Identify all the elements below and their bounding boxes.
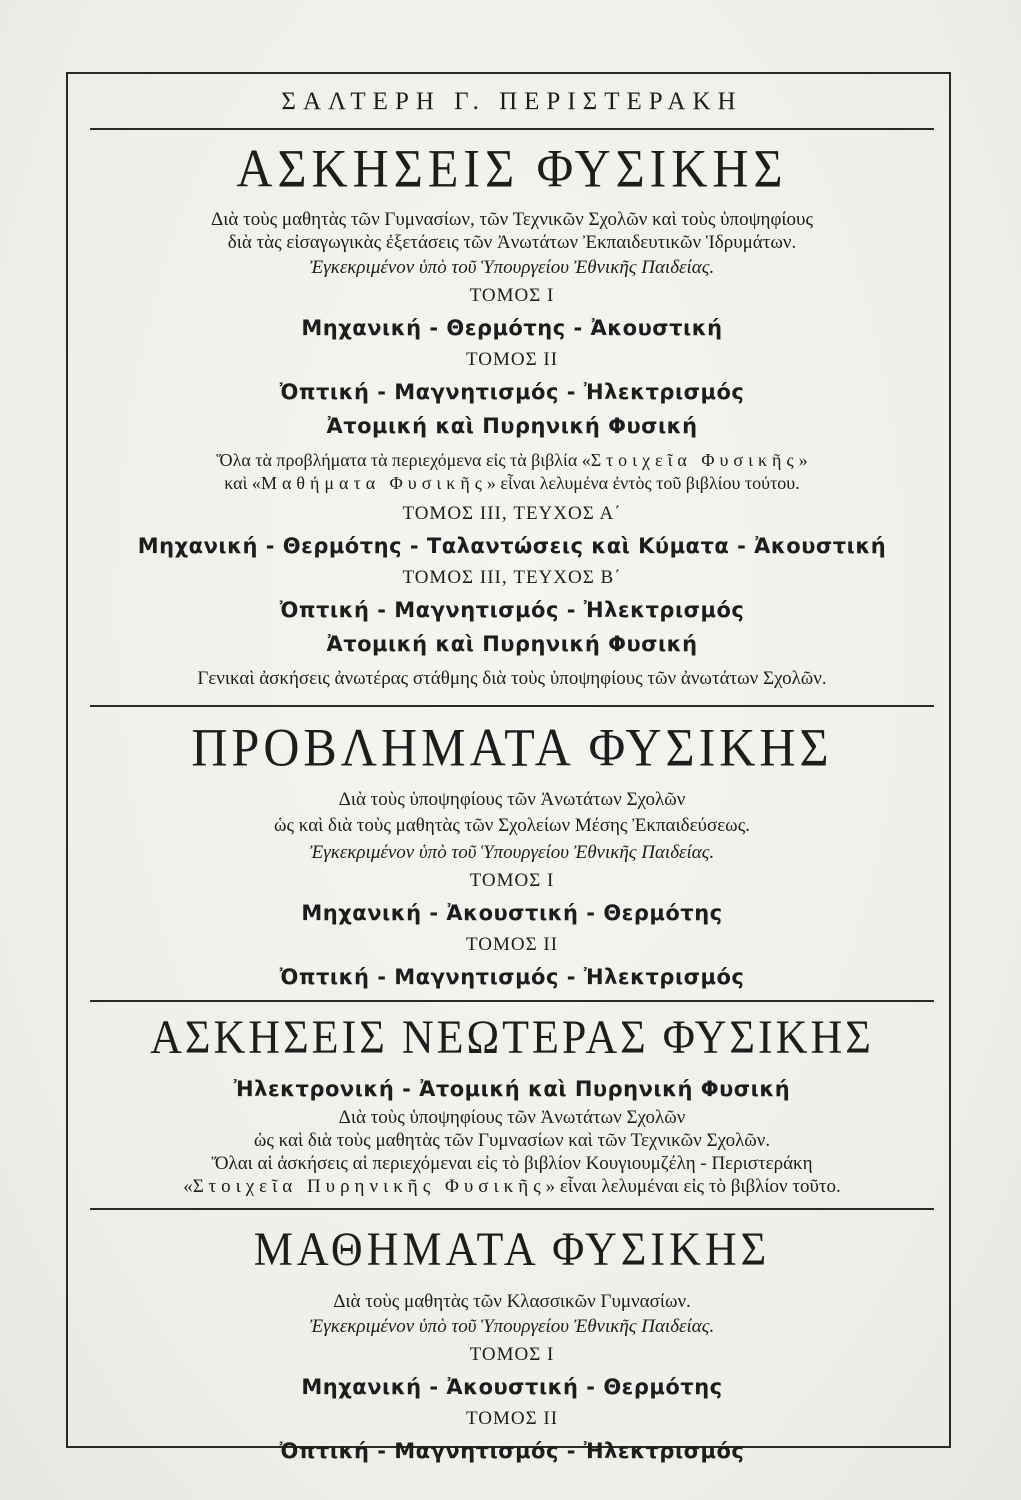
solutions-note — [92, 1175, 932, 1198]
approval-note: Ἐγκεκριμένον ὑπὸ τοῦ Ὑπουργείου Ἐθνικῆς Παιδείας. — [309, 1316, 715, 1337]
volume-subject: Μηχανική - Θερμότης - Ταλαντώσεις καὶ Κύματα - Ἀκουστική — [137, 534, 887, 558]
volume-subject: Ὀπτική - Μαγνητισμός - Ἠλεκτρισμός — [279, 965, 745, 989]
book-title: Μαθήματα Φυσικῆς — [260, 473, 487, 493]
description-line: Διὰ τοὺς ὑποψηφίους τῶν Ἀνωτάτων Σχολῶν — [338, 789, 686, 810]
content — [92, 88, 932, 1468]
description-line: Διὰ τοὺς μαθητὰς τῶν Κλασσικῶν Γυμνασίων. — [333, 1291, 691, 1312]
description-line: Διὰ τοὺς ὑποψηφίους τῶν Ἀνωτάτων Σχολῶν — [338, 1107, 686, 1128]
solutions-note: Ὅλαι αἱ ἀσκήσεις αἱ περιεχόμεναι εἰς τὸ βιβλίον Κουγιουμζέλη - Περιστεράκη — [211, 1153, 813, 1174]
section-title: ΜΑΘΗΜΑΤΑ ΦΥΣΙΚΗΣ — [253, 1223, 771, 1276]
divider — [90, 1000, 934, 1002]
volume-label: ΤΟΜΟΣ II — [465, 1408, 559, 1429]
note-text: » — [798, 450, 808, 470]
volume-subject: Ἀτομική καὶ Πυρηνική Φυσική — [326, 632, 698, 656]
volume-subject: Ὀπτική - Μαγνητισμός - Ἠλεκτρισμός — [279, 380, 745, 404]
volume-label: ΤΟΜΟΣ II — [465, 934, 559, 955]
note-text: » εἶναι λελυμένα ἐντὸς τοῦ βιβλίου τούτου. — [486, 473, 800, 493]
volume-subject: Ἠλεκτρονική - Ἀτομική καὶ Πυρηνική Φυσική — [233, 1077, 791, 1101]
section-mathimata-fysikis — [92, 1220, 932, 1468]
volume-subject: Μηχανική - Ἀκουστική - Θερμότης — [301, 1375, 723, 1399]
solutions-note — [92, 449, 932, 495]
section-neoteras-fysikis — [92, 1008, 932, 1208]
volume-label: ΤΟΜΟΣ I — [469, 870, 555, 891]
description-line: ὡς καὶ διὰ τοὺς μαθητὰς τῶν Σχολείων Μέσης Ἐκπαιδεύσεως. — [274, 815, 750, 836]
section-title: ΑΣΚΗΣΕΙΣ ΦΥΣΙΚΗΣ — [236, 137, 788, 199]
section-provlimata-fysikis — [92, 717, 932, 1000]
general-exercises-note: Γενικαὶ ἀσκήσεις ἀνωτέρας στάθμης διὰ τοὺς ὑποψηφίους τῶν ἀνωτάτων Σχολῶν. — [197, 668, 827, 689]
divider — [90, 128, 934, 130]
volume-label: ΤΟΜΟΣ II — [465, 349, 559, 370]
description-line: διὰ τὰς εἰσαγωγικὰς ἐξετάσεις τῶν Ἀνωτάτων Ἐκπαιδευτικῶν Ἱδρυμάτων. — [227, 232, 797, 253]
note-text: καὶ « — [224, 473, 261, 493]
book-title: Στοιχεῖα Φυσικῆς — [590, 450, 799, 470]
volume-subject: Ὀπτική - Μαγνητισμός - Ἠλεκτρισμός — [279, 598, 745, 622]
volume-label: ΤΟΜΟΣ I — [469, 1344, 555, 1365]
note-text: Ὅλα τὰ προβλήματα τὰ περιεχόμενα εἰς τὰ βιβλία « — [216, 450, 591, 470]
volume-subject: Μηχανική - Ἀκουστική - Θερμότης — [301, 901, 723, 925]
volume-subject: Ὀπτική - Μαγνητισμός - Ἠλεκτρισμός — [279, 1439, 745, 1463]
volume-label: ΤΟΜΟΣ I — [469, 285, 555, 306]
description-line: Διὰ τοὺς μαθητὰς τῶν Γυμνασίων, τῶν Τεχνικῶν Σχολῶν καὶ τοὺς ὑποψηφίους — [211, 209, 813, 230]
description-line: ὡς καὶ διὰ τοὺς μαθητὰς τῶν Γυμνασίων καὶ τῶν Τεχνικῶν Σχολῶν. — [253, 1130, 771, 1151]
approval-note: Ἐγκεκριμένον ὑπὸ τοῦ Ὑπουργείου Ἐθνικῆς Παιδείας. — [309, 842, 715, 863]
volume-subject: Μηχανική - Θερμότης - Ἀκουστική — [301, 316, 723, 340]
divider — [90, 1208, 934, 1210]
volume-subject: Ἀτομική καὶ Πυρηνική Φυσική — [326, 414, 698, 438]
divider — [90, 705, 934, 707]
section-askiseis-fysikis — [92, 138, 932, 693]
note-text: « — [183, 1176, 193, 1197]
section-title: ΠΡΟΒΛΗΜΑΤΑ ΦΥΣΙΚΗΣ — [191, 716, 833, 778]
volume-label: ΤΟΜΟΣ III, ΤΕΥΧΟΣ Β΄ — [402, 567, 622, 588]
author-name: ΣΑΛΤΕΡΗ Γ. ΠΕΡΙΣΤΕΡΑΚΗ — [281, 88, 743, 115]
approval-note: Ἐγκεκριμένον ὑπὸ τοῦ Ὑπουργείου Ἐθνικῆς Παιδείας. — [309, 257, 715, 278]
volume-label: ΤΟΜΟΣ III, ΤΕΥΧΟΣ Α΄ — [402, 503, 622, 524]
book-title: Στοιχεῖα Πυρηνικῆς Φυσικῆς — [192, 1176, 546, 1197]
note-text: » εἶναι λελυμέναι εἰς τὸ βιβλίον τοῦτο. — [545, 1176, 841, 1197]
section-title: ΑΣΚΗΣΕΙΣ ΝΕΩΤΕΡΑΣ ΦΥΣΙΚΗΣ — [150, 1011, 874, 1064]
